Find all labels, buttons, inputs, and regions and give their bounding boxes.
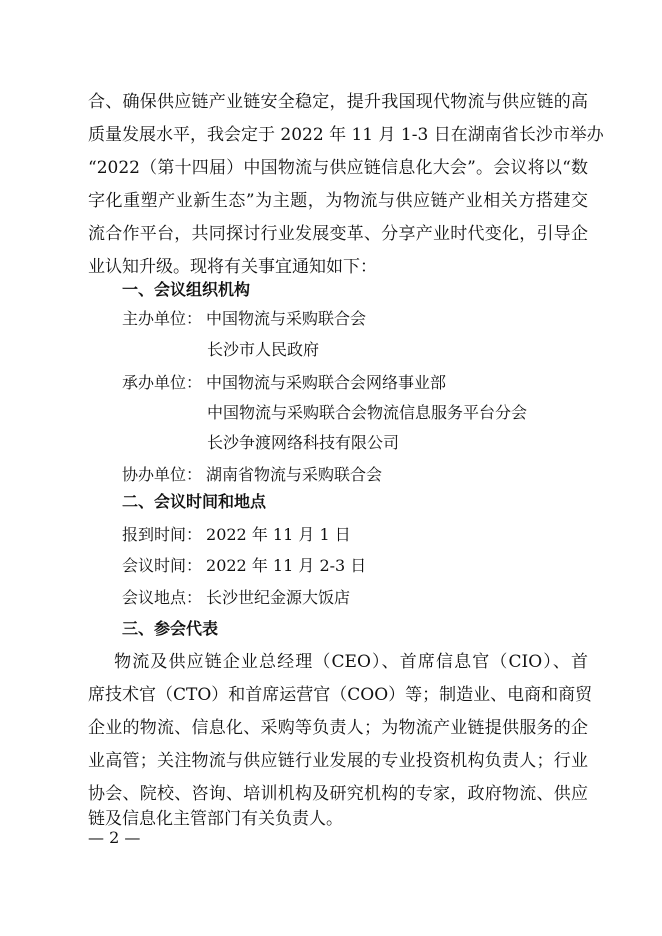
section-heading-organizers: 一、会议组织机构 xyxy=(122,280,251,299)
organizer-row xyxy=(122,372,446,394)
organizer-label: 承办单位： xyxy=(122,373,203,392)
meeting-time-value: 2022 年 11 月 2-3 日 xyxy=(206,556,367,575)
intro-line-6: 业认知升级。现将有关事宜通知如下： xyxy=(88,257,377,277)
organizer-value-3: 长沙争渡网络科技有限公司 xyxy=(207,433,400,452)
checkin-label: 报到时间： xyxy=(122,525,203,544)
organizer-value-2: 中国物流与采购联合会物流信息服务平台分会 xyxy=(207,403,528,422)
meeting-time-label: 会议时间： xyxy=(122,556,203,575)
page-number: — 2 — xyxy=(88,828,141,847)
venue-row xyxy=(122,587,350,609)
coorganizer-value-1: 湖南省物流与采购联合会 xyxy=(206,465,383,484)
section-heading-time-venue: 二、会议时间和地点 xyxy=(122,492,267,511)
coorganizer-label: 协办单位： xyxy=(122,465,203,484)
meeting-time-row xyxy=(122,555,366,577)
intro-line-1: 合、确保供应链产业链安全稳定，提升我国现代物流与供应链的高 xyxy=(88,92,588,112)
checkin-row xyxy=(122,524,351,546)
organizer-value-1: 中国物流与采购联合会网络事业部 xyxy=(206,373,447,392)
host-row xyxy=(122,308,366,330)
attendees-line-6: 链及信息化主管部门有关负责人。 xyxy=(88,809,343,829)
venue-value: 长沙世纪金源大饭店 xyxy=(206,588,351,607)
host-value-1: 中国物流与采购联合会 xyxy=(206,309,367,328)
attendees-line-5: 协会、院校、咨询、培训机构及研究机构的专家，政府物流、供应 xyxy=(88,784,588,804)
coorganizer-row xyxy=(122,464,382,486)
intro-line-4: 字化重塑产业新生态”为主题，为物流与供应链产业相关方搭建交 xyxy=(88,191,588,211)
attendees-line-4: 业高管；关注物流与供应链行业发展的专业投资机构负责人；行业 xyxy=(88,751,588,771)
attendees-line-2: 席技术官（CTO）和首席运营官（COO）等；制造业、电商和商贸 xyxy=(88,685,593,705)
intro-line-5: 流合作平台，共同探讨行业发展变革、分享产业时代变化，引导企 xyxy=(88,224,588,244)
host-label: 主办单位： xyxy=(122,309,203,328)
section-heading-attendees: 三、参会代表 xyxy=(122,619,219,638)
attendees-line-1: 物流及供应链企业总经理（CEO）、首席信息官（CIO）、首 xyxy=(88,652,588,672)
attendees-line-3: 企业的物流、信息化、采购等负责人；为物流产业链提供服务的企 xyxy=(88,718,588,738)
intro-line-3: “2022（第十四届）中国物流与供应链信息化大会”。会议将以“数 xyxy=(88,158,588,178)
intro-line-2: 质量发展水平，我会定于 2022 年 11 月 1-3 日在湖南省长沙市举办 xyxy=(88,125,604,145)
venue-label: 会议地点： xyxy=(122,588,203,607)
checkin-value: 2022 年 11 月 1 日 xyxy=(206,525,351,544)
host-value-2: 长沙市人民政府 xyxy=(207,340,320,359)
